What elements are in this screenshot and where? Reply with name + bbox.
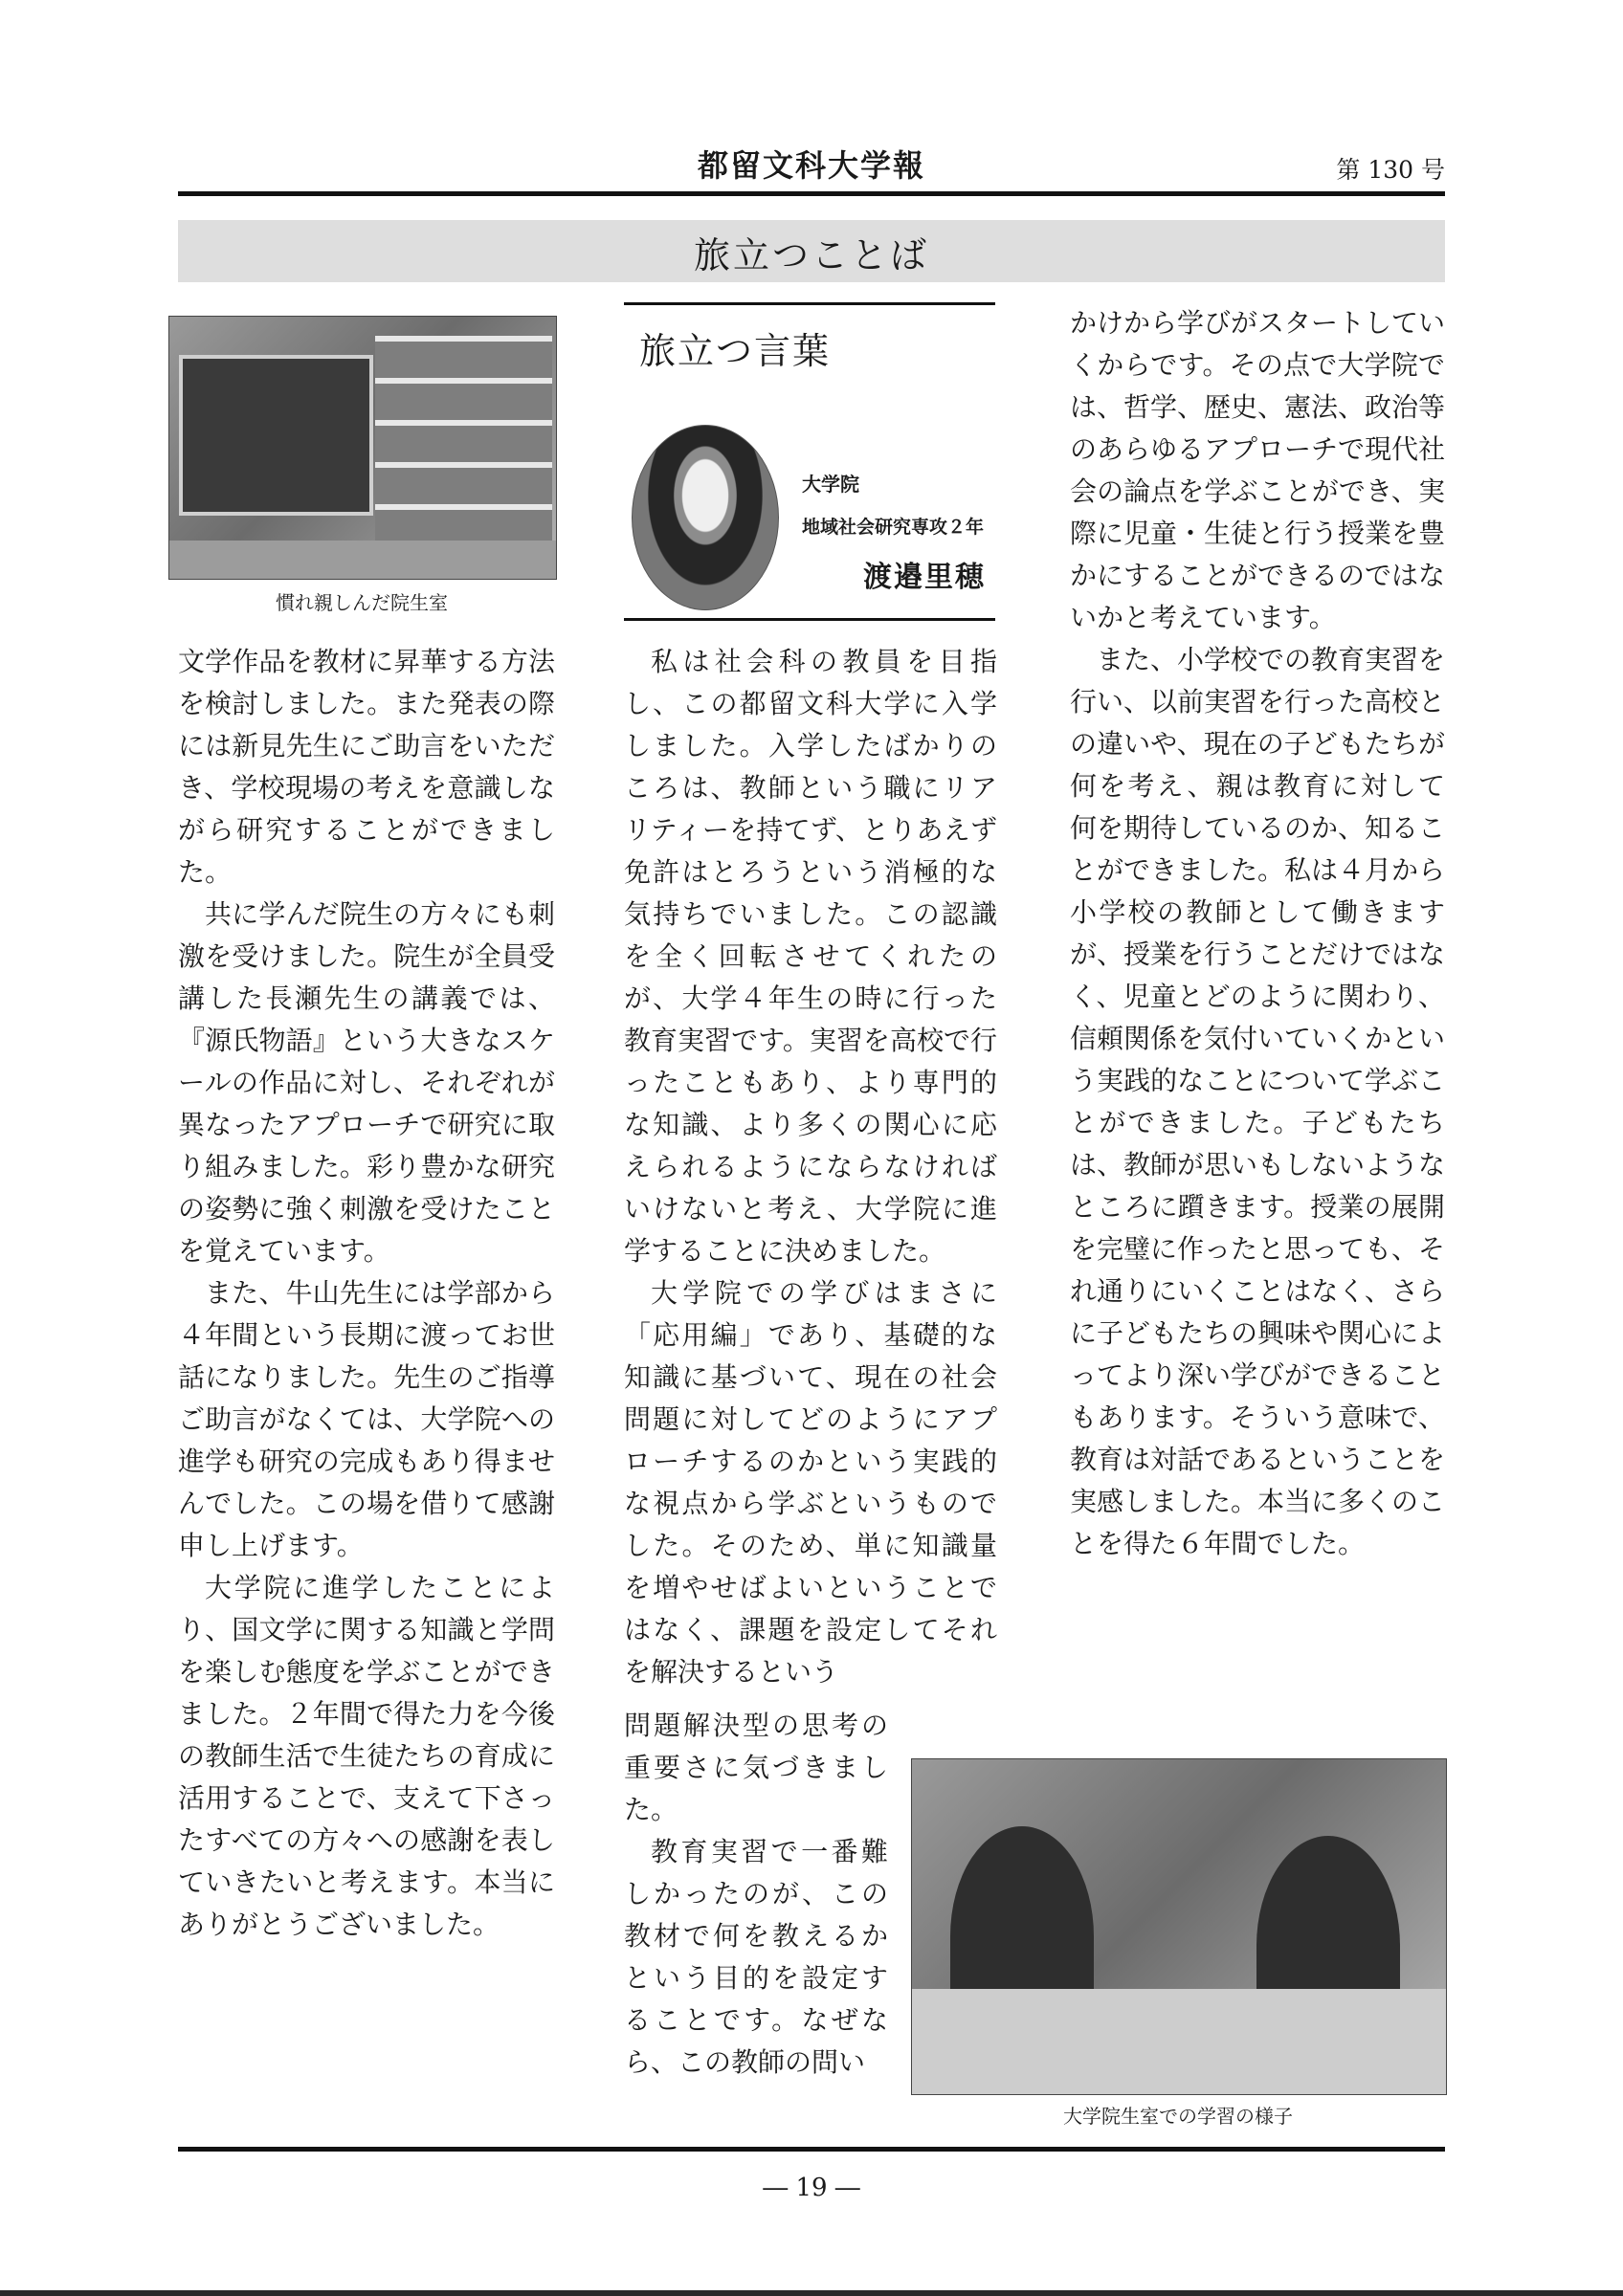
page-number: ― 19 ― bbox=[763, 2174, 860, 2202]
paragraph: また、小学校での教育実習を行い、以前実習を行った高校との違いや、現在の子どもたちが何を考え、親は教育に対して何を期待しているのか、知ることができました。私は４月から小学校の教師として働きますが、授業を行うことだけではなく、児童とどのように関わり、信頼関係を気付いていくかという実践的なことについて学ぶことができました。子どもたちは、教師が思いもしないようなところに躓きます。授業の展開を完璧に作ったと思っても、それ通りにいくことはなく、さらに子どもたちの興味や関心によってより深い学びができることもあります。そういう意味で、教育は対話であるということを実感しました。本当に多くのことを得た６年間でした。 bbox=[1070, 644, 1446, 1559]
article-title: 旅立つ言葉 bbox=[639, 330, 832, 372]
section-title: 旅立つことば bbox=[693, 234, 929, 276]
body-column-3 bbox=[1070, 302, 1445, 1565]
blackboard-shape bbox=[179, 355, 373, 516]
photo2-caption: 大学院生室での学習の様子 bbox=[1063, 2105, 1293, 2128]
footer-rule bbox=[178, 2147, 1445, 2152]
paragraph: 大学院に進学したことにより、国文学に関する知識と学問を楽しむ態度を学ぶことができました。２年間で得た力を今後の教師生活で生徒たちの育成に活用することで、支えて下さったすべての方々への感謝を表していきたいと考えます。本当にありがとうございました。 bbox=[178, 1572, 555, 1940]
paragraph: 教育実習で一番難しかったのが、この教材で何を教えるかという目的を設定することです。なぜなら、この教師の問い bbox=[624, 1836, 888, 2078]
journal-title: 都留文科大学報 bbox=[697, 147, 925, 184]
author-name: 渡邉里穂 bbox=[863, 561, 986, 594]
paragraph: かけから学びがスタートしていくからです。その点で大学院では、哲学、歴史、憲法、政治等のあらゆるアプローチで現代社会の論点を学ぶことができ、実際に児童・生徒と行う授業を豊かにすることができるのではないかと考えています。 bbox=[1070, 307, 1446, 633]
study-session-photo bbox=[911, 1758, 1447, 2095]
body-column-2-lower bbox=[624, 1705, 888, 2084]
paragraph: 大学院での学びはまさに「応用編」であり、基礎的な知識に基づいて、現在の社会問題に対してどのようにアプローチするのかという実践的な視点から学ぶというものでした。そのため、単に知識量を増やせばよいということではなく、課題を設定してそれを解決するという bbox=[624, 1277, 997, 1688]
header-rule bbox=[178, 191, 1445, 196]
graduate-room-photo bbox=[168, 316, 557, 580]
paragraph: 共に学んだ院生の方々にも刺激を受けました。院生が全員受講した長瀬先生の講義では、『源氏物語』という大きなスケールの作品に対し、それぞれが異なったアプローチで研究に取り組みました。彩り豊かな研究の姿勢に強く刺激を受けたことを覚えています。 bbox=[178, 898, 555, 1267]
bookshelf-shape bbox=[375, 336, 552, 546]
paragraph: 私は社会科の教員を目指し、この都留文科大学に入学しました。入学したばかりのころは、教師という職にリアリティーを持てず、とりあえず免許はとろうという消極的な気持ちでいました。この認識を全く回転させてくれたのが、大学４年生の時に行った教育実習です。実習を高校で行ったこともあり、より専門的な知識、より多くの関心に応えられるようにならなければいけないと考え、大学院に進学することに決めました。 bbox=[624, 646, 997, 1267]
body-column-1 bbox=[178, 641, 555, 1946]
photo1-caption: 慣れ親しんだ院生室 bbox=[276, 591, 448, 614]
article-header-rule-bottom bbox=[624, 618, 995, 621]
page-bottom-edge bbox=[0, 2290, 1623, 2296]
floor-shape bbox=[169, 541, 556, 579]
paragraph: 問題解決型の思考の重要さに気づきました。 bbox=[624, 1710, 888, 1825]
author-portrait bbox=[632, 425, 779, 610]
paragraph: また、牛山先生には学部から４年間という長期に渡ってお世話になりました。先生のご指導ご助言がなくては、大学院への進学も研究の完成もあり得ませんでした。この場を借りて感謝申し上げます。 bbox=[178, 1277, 555, 1561]
body-column-2-upper bbox=[624, 641, 997, 1693]
paragraph: 文学作品を教材に昇華する方法を検討しました。また発表の際には新見先生にご助言をいただき、学校現場の考えを意識しながら研究することができました。 bbox=[178, 646, 555, 888]
author-program: 地域社会研究専攻２年 bbox=[802, 517, 985, 538]
author-affiliation: 大学院 bbox=[802, 473, 859, 496]
issue-number: 第 130 号 bbox=[1336, 156, 1445, 184]
article-header-rule-top bbox=[624, 302, 995, 305]
desk-shape bbox=[912, 1989, 1446, 2094]
